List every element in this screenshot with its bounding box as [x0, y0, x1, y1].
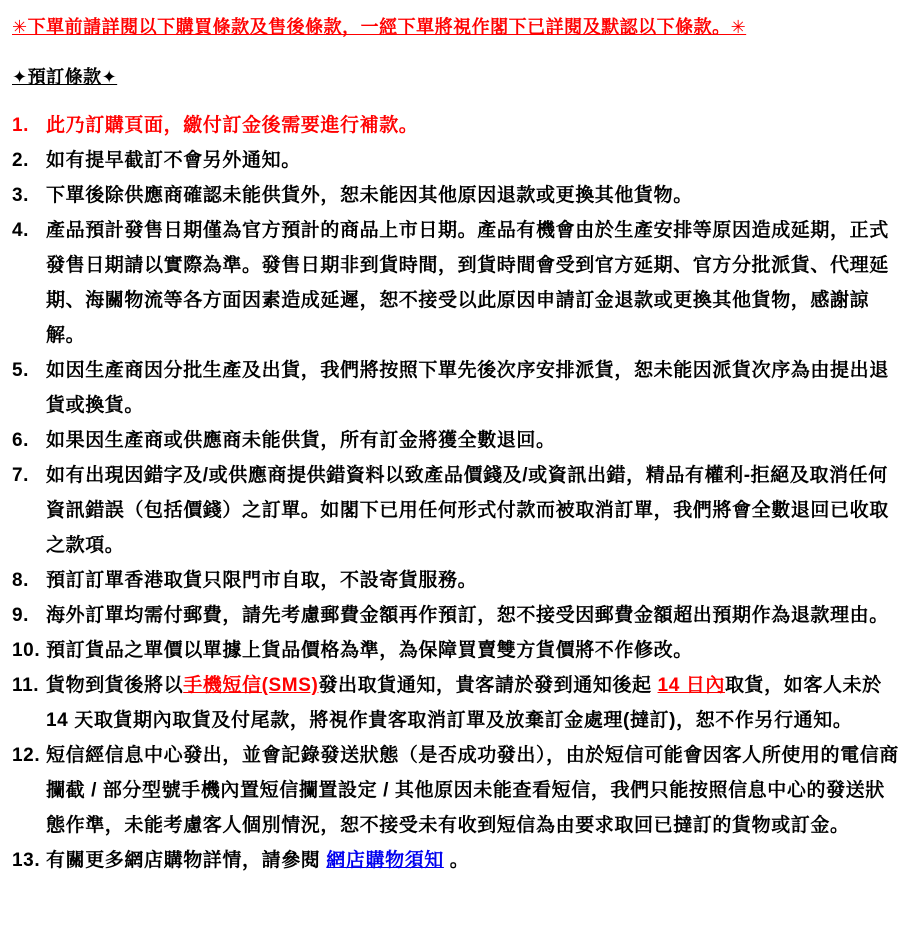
term-number: 12.	[12, 745, 41, 766]
term-text-segment: 短信經信息中心發出，並會記錄發送狀態（是否成功發出），由於短信可能會因客人所使用的電信商攔截 / 部分型號手機內置短信攔置設定 / 其他原因未能查看短信，我們只能按照信息中心的發送狀態作準，未能考慮客人個別情況，恕不接受未有收到短信為由要求取回已撻訂的貨物或訂金。	[46, 745, 899, 836]
term-item-4	[12, 213, 903, 353]
term-item-5	[12, 353, 903, 423]
term-text	[46, 598, 903, 633]
term-text	[46, 458, 903, 563]
page-title: ✳下單前請詳閱以下購買條款及售後條款，一經下單將視作閣下已詳閱及默認以下條款。✳	[12, 17, 747, 37]
term-text	[46, 843, 903, 878]
term-text-segment: 產品預計發售日期僅為官方預計的商品上市日期。產品有機會由於生產安排等原因造成延期，正式發售日期請以實際為準。發售日期非到貨時間，到貨時間會受到官方延期、官方分批派貨、代理延期、海關物流等各方面因素造成延遲，恕不接受以此原因申請訂金退款或更換其他貨物，感謝諒解。	[46, 220, 889, 346]
term-item-13	[12, 843, 903, 878]
highlighted-term-text: 14 日內	[657, 675, 725, 696]
term-text-segment: 取貨，如客人未於 14 天取貨期內取貨及付尾款，將視作貴客取消訂單及放棄訂金處理(撻訂)，恕不作另行通知。	[46, 675, 882, 731]
term-item-10	[12, 633, 903, 668]
term-text-segment: 發出取貨通知，貴客請於發到通知後起	[318, 675, 658, 696]
term-item-7	[12, 458, 903, 563]
term-text	[46, 143, 903, 178]
term-number: 11.	[12, 675, 40, 696]
term-text-segment: 預訂訂單香港取貨只限門市自取，不設寄貨服務。	[46, 570, 478, 591]
term-text	[46, 423, 903, 458]
term-text-segment: 下單後除供應商確認未能供貨外，恕未能因其他原因退款或更換其他貨物。	[46, 185, 693, 206]
term-text-segment: 預訂貨品之單價以單據上貨品價格為準，為保障買賣雙方貨價將不作修改。	[46, 640, 693, 661]
term-number: 10.	[12, 640, 41, 661]
term-text	[46, 563, 903, 598]
term-item-9	[12, 598, 903, 633]
term-text	[46, 108, 903, 143]
term-number: 6.	[12, 430, 30, 451]
term-text-segment: 如有出現因錯字及/或供應商提供錯資料以致產品價錢及/或資訊出錯，精品有權利-拒絕及取消任何資訊錯誤（包括價錢）之訂單。如閣下已用任何形式付款而被取消訂單，我們將會全數退回已收取之款項。	[46, 465, 889, 556]
term-item-11	[12, 668, 903, 738]
term-item-8	[12, 563, 903, 598]
terms-list	[12, 108, 903, 878]
term-text-segment: 如有提早截訂不會另外通知。	[46, 150, 301, 171]
term-number: 9.	[12, 605, 30, 626]
term-item-2	[12, 143, 903, 178]
section-header: ✦預訂條款✦	[12, 67, 118, 87]
term-item-12	[12, 738, 903, 843]
term-text-segment: 。	[443, 850, 470, 871]
term-item-6	[12, 423, 903, 458]
term-number: 5.	[12, 360, 30, 381]
term-item-1	[12, 108, 903, 143]
term-number: 4.	[12, 220, 30, 241]
term-text-segment: 此乃訂購頁面，繳付訂金後需要進行補款。	[46, 115, 419, 136]
term-text-segment: 貨物到貨後將以	[46, 675, 184, 696]
term-number: 8.	[12, 570, 30, 591]
term-number: 7.	[12, 465, 30, 486]
term-text-segment: 有關更多網店購物詳情，請參閱	[46, 850, 327, 871]
term-text	[46, 178, 903, 213]
term-text	[46, 668, 903, 738]
term-number: 3.	[12, 185, 30, 206]
term-item-3	[12, 178, 903, 213]
term-text	[46, 213, 903, 353]
term-text	[46, 633, 903, 668]
term-number: 1.	[12, 115, 30, 136]
term-text-segment: 海外訂單均需付郵費，請先考慮郵費金額再作預訂，恕不接受因郵費金額超出預期作為退款理由。	[46, 605, 889, 626]
term-text	[46, 353, 903, 423]
term-text-segment: 如果因生產商或供應商未能供貨，所有訂金將獲全數退回。	[46, 430, 556, 451]
term-number: 2.	[12, 150, 30, 171]
term-number: 13.	[12, 850, 41, 871]
shop-guide-link[interactable]: 網店購物須知	[326, 850, 444, 871]
term-text-segment: 如因生產商因分批生產及出貨，我們將按照下單先後次序安排派貨，恕未能因派貨次序為由提出退貨或換貨。	[46, 360, 889, 416]
highlighted-term-text: 手機短信(SMS)	[183, 675, 319, 696]
term-text	[46, 738, 903, 843]
